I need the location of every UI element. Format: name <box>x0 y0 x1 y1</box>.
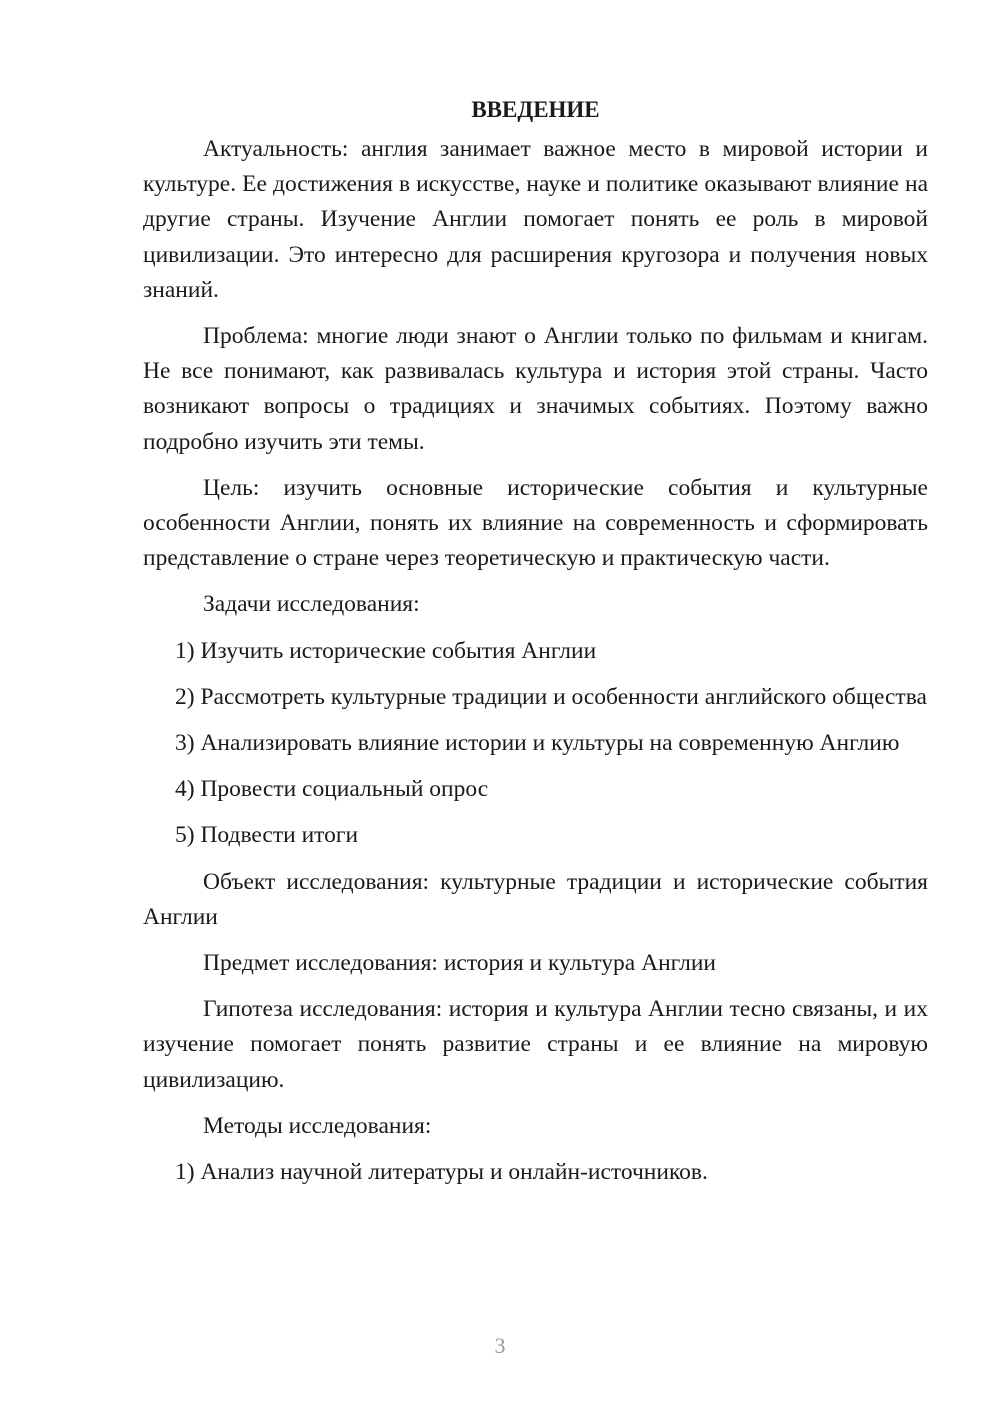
methods-heading: Методы исследования: <box>203 1112 432 1139</box>
task-item: 2) Рассмотреть культурные традиции и особенности английского общества <box>175 683 927 710</box>
task-item: 5) Подвести итоги <box>175 822 359 849</box>
task-item: 4) Провести социальный опрос <box>175 776 489 803</box>
document-page <box>143 92 928 1201</box>
object-paragraph: Объект исследования: культурные традиции и исторические события Англии <box>143 868 928 930</box>
goal-paragraph: Цель: изучить основные исторические события и культурные особенности Англии, понять их влияние на современность и сформировать представление о стране через теоретическую и практическую части. <box>143 474 928 572</box>
hypothesis-paragraph: Гипотеза исследования: история и культура Англии тесно связаны, и их изучение помогает понять развитие страны и ее влияние на мировую цивилизацию. <box>143 996 928 1093</box>
relevance-paragraph: Актуальность: англия занимает важное место в мировой истории и культуре. Ее достижения в искусстве, науке и политике оказывают влияние на другие страны. Изучение Англии помогает понять ее роль в мировой цивилизации. Это интересно для расширения кругозора и получения новых знаний. <box>143 136 928 303</box>
tasks-heading: Задачи исследования: <box>203 591 420 618</box>
task-item: 3) Анализировать влияние истории и культуры на современную Англию <box>175 730 900 757</box>
page-number: 3 <box>494 1333 506 1358</box>
problem-paragraph: Проблема: многие люди знают о Англии только по фильмам и книгам. Не все понимают, как развивалась культура и история этой страны. Часто возникают вопросы о традициях и значимых событиях. Поэтому важно подробно изучить эти темы. <box>143 323 928 455</box>
section-title: ВВЕДЕНИЕ <box>471 97 600 122</box>
task-item: 1) Изучить исторические события Англии <box>175 637 597 664</box>
method-item: 1) Анализ научной литературы и онлайн-источников. <box>175 1159 708 1186</box>
subject-paragraph: Предмет исследования: история и культура Англии <box>203 950 716 977</box>
